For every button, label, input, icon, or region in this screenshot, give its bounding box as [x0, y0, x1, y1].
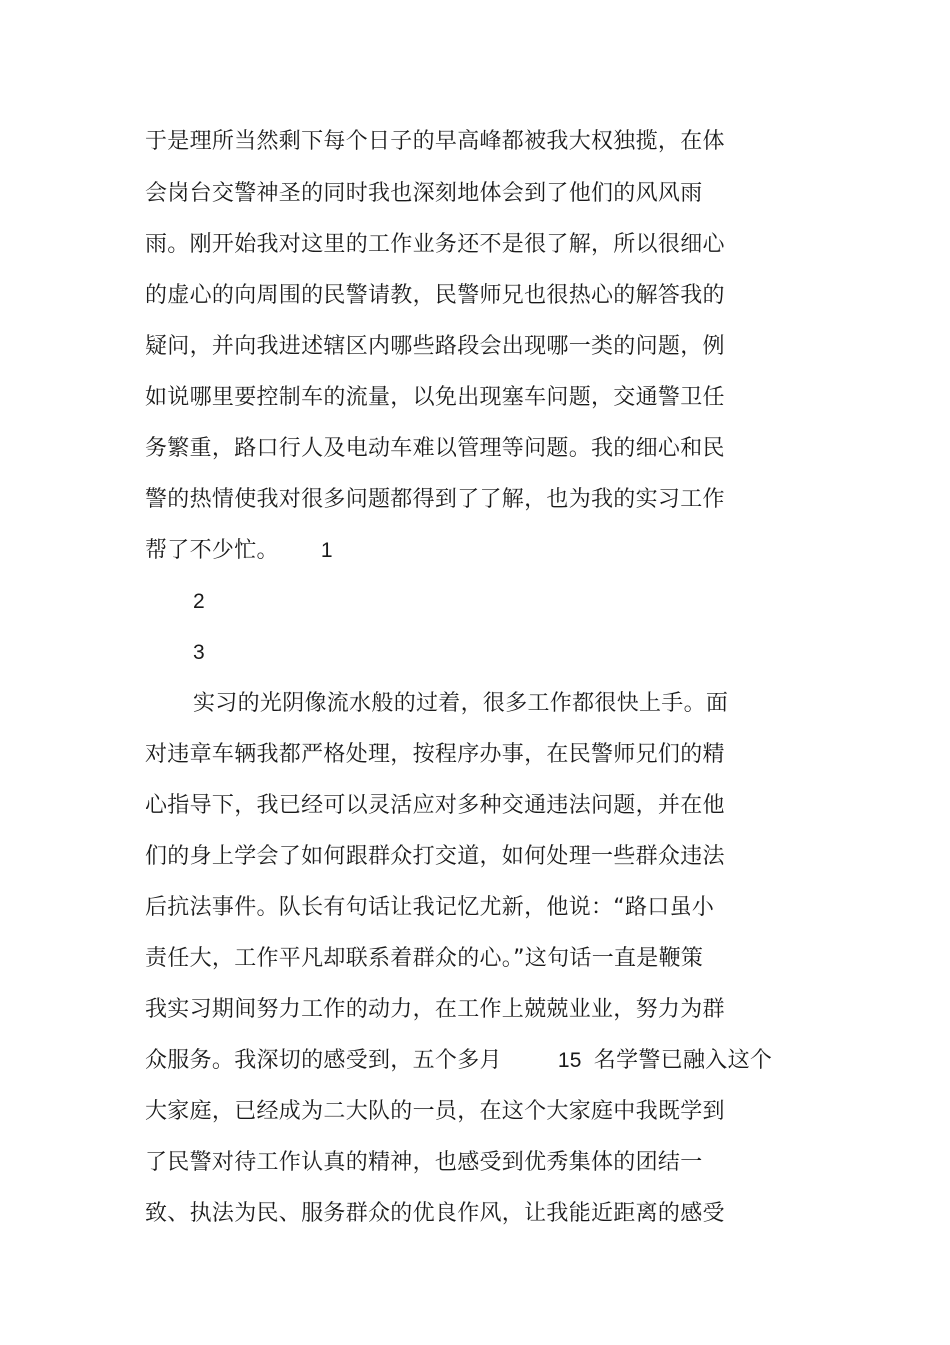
paragraph2-line-5: 后抗法事件。队长有句话让我记忆尤新，他说：“路口虽小 [145, 895, 715, 920]
paragraph2-line-3: 心指导下，我已经可以灵活应对多种交通违法问题，并在他 [145, 793, 725, 818]
paragraph1-line-9 [145, 536, 333, 566]
paragraph1-line-8: 警的热情使我对很多问题都得到了了解，也为我的实习工作 [145, 487, 725, 512]
paragraph2-line-8 [145, 1046, 772, 1076]
paragraph1-line-3: 雨。刚开始我对这里的工作业务还不是很了解，所以很细心 [145, 232, 725, 257]
paragraph1-line-1: 于是理所当然剩下每个日子的早高峰都被我大权独揽，在体 [145, 129, 725, 154]
paragraph2-line-11: 致、执法为民、服务群众的优良作风，让我能近距离的感受 [145, 1201, 725, 1226]
page-number-3: 3 [193, 641, 205, 664]
paragraph2-line-4: 们的身上学会了如何跟群众打交道，如何处理一些群众违法 [145, 844, 725, 869]
student-count-number: 15 [557, 1049, 582, 1072]
paragraph1-line-4: 的虚心的向周围的民警请教，民警师兄也很热心的解答我的 [145, 283, 725, 308]
footnote-number-1: 1 [320, 539, 333, 562]
paragraph2-line-9: 大家庭，已经成为二大队的一员，在这个大家庭中我既学到 [145, 1099, 725, 1124]
paragraph2-line-8-suffix: 名学警已融入这个 [593, 1048, 773, 1073]
paragraph2-line-10: 了民警对待工作认真的精神，也感受到优秀集体的团结一 [145, 1150, 703, 1175]
paragraph2-line-2: 对违章车辆我都严格处理，按程序办事，在民警师兄们的精 [145, 742, 725, 767]
paragraph2-line-6: 责任大，工作平凡却联系着群众的心。”这句话一直是鞭策 [145, 946, 704, 971]
paragraph2-line-1: 实习的光阴像流水般的过着，很多工作都很快上手。面 [193, 691, 729, 716]
paragraph1-line-2: 会岗台交警神圣的同时我也深刻地体会到了他们的风风雨 [145, 181, 703, 206]
paragraph1-line-6: 如说哪里要控制车的流量，以免出现塞车问题，交通警卫任 [145, 385, 725, 410]
page-number-2: 2 [193, 590, 205, 613]
paragraph1-line-9-text: 帮了不少忙。 [145, 538, 279, 563]
paragraph2-line-7: 我实习期间努力工作的动力，在工作上兢兢业业，努力为群 [145, 997, 725, 1022]
paragraph1-line-7: 务繁重，路口行人及电动车难以管理等问题。我的细心和民 [145, 436, 725, 461]
paragraph2-line-8-prefix: 众服务。我深切的感受到，五个多月 [145, 1048, 502, 1073]
paragraph1-line-5: 疑问，并向我进述辖区内哪些路段会出现哪一类的问题，例 [145, 334, 725, 359]
